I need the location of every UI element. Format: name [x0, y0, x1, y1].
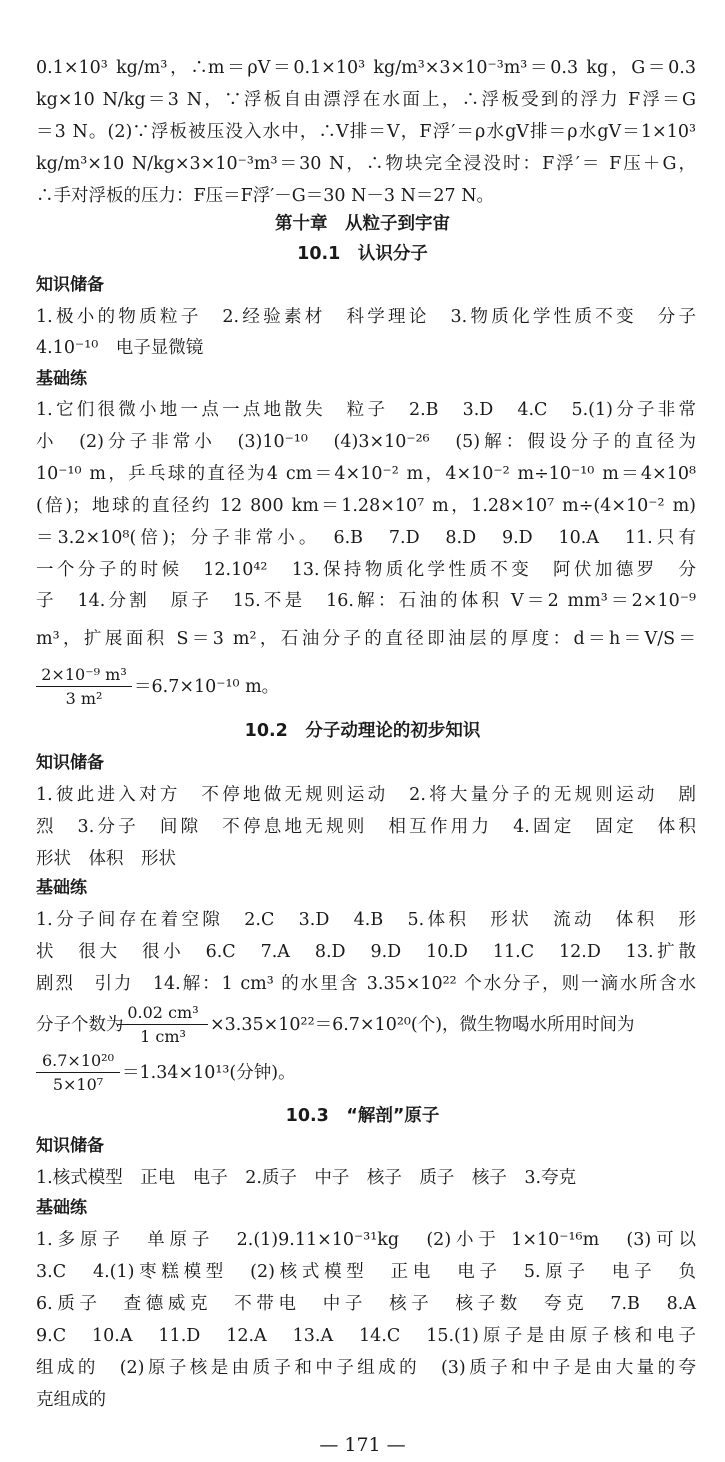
fraction-numerator: 6.7×10²⁰: [41, 1051, 115, 1070]
subheading-basic: 基础练: [36, 369, 87, 389]
text-line: 克组成的: [36, 1390, 106, 1410]
text-line: 1.分子间存在着空隙 2.C 3.D 4.B 5.体积 形状 流动 体积 形: [36, 910, 696, 930]
text-line: 状 很大 很小 6.C 7.A 8.D 9.D 10.D 11.C 12.D 13.扩散: [36, 942, 696, 962]
text-line: kg×10 N/kg＝3 N，∵浮板自由漂浮在水面上，∴浮板受到的浮力 F浮＝G: [36, 90, 696, 110]
section-title: 10.2 分子动理论的初步知识: [244, 721, 481, 741]
fraction-denominator: 5×10⁷: [52, 1075, 104, 1094]
fraction-denominator: 3 m²: [65, 689, 103, 708]
text-line: ＝6.7×10⁻¹⁰ m。: [134, 677, 280, 697]
page-number: — 171 —: [319, 1434, 406, 1456]
text-line: 6.质子 查德威克 不带电 中子 核子 核子数 夸克 7.B 8.A: [36, 1294, 696, 1314]
text-line: 1.极小的物质粒子 2.经验素材 科学理论 3.物质化学性质不变 分子: [36, 307, 696, 327]
fraction-denominator: 1 cm³: [140, 1027, 186, 1046]
text-line: ＝1.34×10¹³(分钟)。: [122, 1063, 296, 1083]
text-line: 10⁻¹⁰ m，乒乓球的直径为4 cm＝4×10⁻² m，4×10⁻² m÷10⁻¹⁰ m＝4×10⁸: [36, 464, 696, 484]
fraction-numerator: 0.02 cm³: [127, 1003, 199, 1022]
text-line: ×3.35×10²²＝6.7×10²⁰(个)，微生物喝水所用时间为: [210, 1015, 635, 1035]
subheading-basic: 基础练: [36, 1198, 87, 1218]
text-line: 1.彼此进入对方 不停地做无规则运动 2.将大量分子的无规则运动 剧: [36, 785, 696, 805]
text-line: 0.1×10³ kg/m³，∴m＝ρV＝0.1×10³ kg/m³×3×10⁻³m³＝0.3 kg，G＝0.3: [36, 58, 696, 78]
subheading-knowledge: 知识储备: [36, 753, 104, 773]
text-line: 剧烈 引力 14.解：1 cm³ 的水里含 3.35×10²² 个水分子，则一滴水所含水: [36, 974, 696, 994]
text-line: (倍)；地球的直径约 12 800 km＝1.28×10⁷ m，1.28×10⁷ m÷(4×10⁻² m): [36, 496, 696, 516]
text-line: 组成的 (2)原子核是由质子和中子组成的 (3)质子和中子是由大量的夸: [36, 1358, 696, 1378]
text-line: ∴手对浮板的压力：F压＝F浮′－G＝30 N－3 N＝27 N。: [36, 186, 495, 206]
fraction-bar: [118, 1024, 208, 1025]
text-line: 小 (2)分子非常小 (3)10⁻¹⁰ (4)3×10⁻²⁶ (5)解：假设分子的直径为: [36, 432, 696, 452]
fraction-bar: [36, 686, 132, 687]
text-line: 一个分子的时候 12.10⁴² 13.保持物质化学性质不变 阿伏加德罗 分: [36, 560, 696, 580]
text-line: 4.10⁻¹⁰ 电子显微镜: [36, 338, 204, 358]
chapter-title: 第十章 从粒子到宇宙: [275, 214, 450, 234]
subheading-knowledge: 知识储备: [36, 1136, 104, 1156]
text-line: ＝3.2×10⁸(倍)；分子非常小。 6.B 7.D 8.D 9.D 10.A 11.只有: [36, 528, 696, 548]
text-line: ＝3 N。(2)∵浮板被压没入水中，∴V排＝V，F浮′＝ρ水gV排＝ρ水gV＝1×10³: [36, 122, 696, 142]
text-line: 烈 3.分子 间隙 不停息地无规则 相互作用力 4.固定 固定 体积: [36, 817, 696, 837]
text-line: 1.它们很微小地一点一点地散失 粒子 2.B 3.D 4.C 5.(1)分子非常: [36, 400, 696, 420]
text-line: 分子个数为: [36, 1015, 124, 1035]
text-line: 子 14.分割 原子 15.不是 16.解：石油的体积 V＝2 mm³＝2×10⁻⁹: [36, 591, 696, 611]
section-title: 10.3 “解剖”原子: [285, 1106, 440, 1126]
text-line: m³，扩展面积 S＝3 m²，石油分子的直径即油层的厚度：d＝h＝V/S＝: [36, 629, 696, 649]
text-line: 9.C 10.A 11.D 12.A 13.A 14.C 15.(1)原子是由原子核和电子: [36, 1326, 696, 1346]
fraction-bar: [36, 1072, 120, 1073]
text-line: 1.多原子 单原子 2.(1)9.11×10⁻³¹kg (2)小于 1×10⁻¹⁶m (3)可以: [36, 1230, 696, 1250]
text-line: 3.C 4.(1)枣糕模型 (2)核式模型 正电 电子 5.原子 电子 负: [36, 1262, 696, 1282]
text-line: 形状 体积 形状: [36, 849, 176, 869]
fraction-numerator: 2×10⁻⁹ m³: [41, 665, 127, 684]
subheading-basic: 基础练: [36, 878, 87, 898]
section-title: 10.1 认识分子: [297, 244, 428, 264]
text-line: kg/m³×10 N/kg×3×10⁻³m³＝30 N，∴物块完全浸没时：F浮′＝ F压＋G，: [36, 154, 696, 174]
subheading-knowledge: 知识储备: [36, 275, 104, 295]
text-line: 1.核式模型 正电 电子 2.质子 中子 核子 质子 核子 3.夸克: [36, 1168, 577, 1188]
